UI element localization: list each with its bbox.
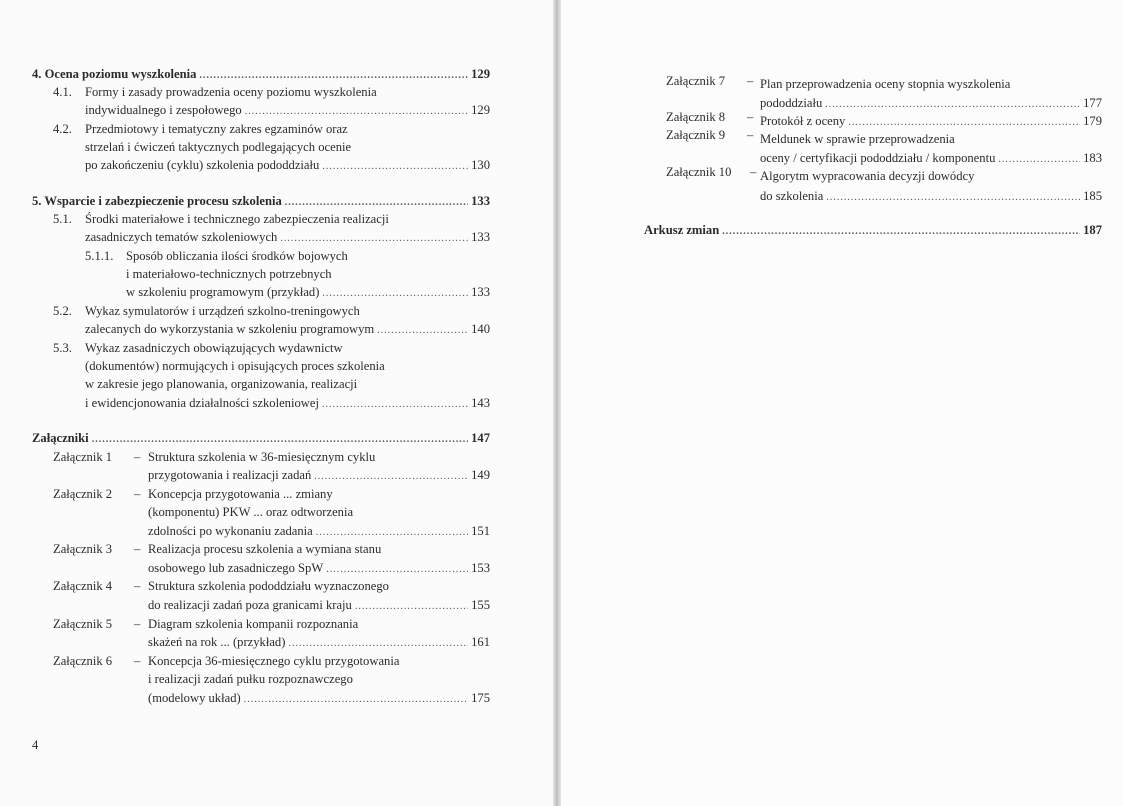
toc-5-3-line3: w zakresie jego planowania, organizowania, realizacji <box>85 377 358 391</box>
zal-7-line1: Plan przeprowadzenia oceny stopnia wyszkolenia <box>760 77 1011 91</box>
zal-7-dash: – <box>747 74 754 88</box>
zal-10-label: Załącznik 10 <box>666 165 732 179</box>
left-page <box>0 0 556 806</box>
zal-4-dash: – <box>134 579 141 593</box>
toc-section-4[interactable] <box>32 66 490 84</box>
toc-arkusz-zmian-page: 187 <box>1083 223 1102 237</box>
toc-zalaczniki-title: Załączniki <box>32 431 89 445</box>
zal-4-line1: Struktura szkolenia pododdziału wyznaczonego <box>148 579 389 593</box>
zal-9-page: 183 <box>1083 151 1102 165</box>
toc-5-1-1-number: 5.1.1. <box>85 249 114 263</box>
toc-section-4-page: 129 <box>471 67 490 81</box>
toc-5-2-number: 5.2. <box>53 304 72 318</box>
zal-10-dash: – <box>750 165 757 179</box>
toc-leader <box>998 152 1080 168</box>
zal-4-label: Załącznik 4 <box>53 579 113 593</box>
toc-5-2[interactable] <box>85 321 490 339</box>
zal-3-label: Załącznik 3 <box>53 542 113 556</box>
toc-leader <box>280 231 468 247</box>
zal-5-line2: skażeń na rok ... (przykład) <box>148 635 286 649</box>
toc-leader <box>825 97 1080 113</box>
zal-1-dash: – <box>134 450 141 464</box>
toc-section-5-page: 133 <box>471 194 490 208</box>
zal-8[interactable] <box>760 113 1102 131</box>
toc-leader <box>288 636 468 652</box>
toc-leader <box>244 692 468 708</box>
toc-4-2[interactable] <box>85 157 490 175</box>
zal-7-page: 177 <box>1083 96 1102 110</box>
zal-10[interactable] <box>760 188 1102 206</box>
toc-4-2-line3: po zakończeniu (cyklu) szkolenia pododdziału <box>85 158 320 172</box>
toc-5-2-line1: Wykaz symulatorów i urządzeń szkolno-treningowych <box>85 304 360 318</box>
toc-5-1-1-line2: i materiałowo-technicznych potrzebnych <box>126 267 332 281</box>
zal-8-page: 179 <box>1083 114 1102 128</box>
zal-7-label: Załącznik 7 <box>666 74 726 88</box>
zal-3-line2: osobowego lub zasadniczego SpW <box>148 561 324 575</box>
zal-1-page: 149 <box>471 468 490 482</box>
zal-9[interactable] <box>760 150 1102 168</box>
zal-3[interactable] <box>148 560 490 578</box>
toc-4-2-number: 4.2. <box>53 122 72 136</box>
toc-leader <box>285 195 468 211</box>
toc-5-1-number: 5.1. <box>53 212 72 226</box>
toc-4-1-page: 129 <box>471 103 490 117</box>
zal-10-line2: do szkolenia <box>760 189 824 203</box>
zal-1-line2: przygotowania i realizacji zadań <box>148 468 312 482</box>
toc-5-1-page: 133 <box>471 230 490 244</box>
zal-6-line2: i realizacji zadań pułku rozpoznawczego <box>148 672 353 686</box>
zal-6-line1: Koncepcja 36-miesięcznego cyklu przygotowania <box>148 654 400 668</box>
zal-2-dash: – <box>134 487 141 501</box>
toc-leader <box>377 323 468 339</box>
zal-7-line2: pododdziału <box>760 96 823 110</box>
zal-3-dash: – <box>134 542 141 556</box>
toc-section-4-title: 4. Ocena poziomu wyszkolenia <box>32 67 197 81</box>
zal-10-line1: Algorytm wypracowania decyzji dowódcy <box>760 169 975 183</box>
zal-9-dash: – <box>747 128 754 142</box>
zal-2[interactable] <box>148 523 490 541</box>
right-page <box>561 0 1123 806</box>
toc-5-3[interactable] <box>85 395 490 413</box>
toc-leader <box>314 469 468 485</box>
zal-5-label: Załącznik 5 <box>53 617 113 631</box>
zal-7[interactable] <box>760 95 1102 113</box>
page-number: 4 <box>32 738 39 752</box>
zal-6-dash: – <box>134 654 141 668</box>
toc-4-2-line1: Przedmiotowy i tematyczny zakres egzaminów oraz <box>85 122 348 136</box>
zal-4-line2: do realizacji zadań poza granicami kraju <box>148 598 352 612</box>
zal-3-line1: Realizacja procesu szkolenia a wymiana stanu <box>148 542 382 556</box>
toc-5-2-page: 140 <box>471 322 490 336</box>
toc-leader <box>316 525 468 541</box>
zal-10-page: 185 <box>1083 189 1102 203</box>
toc-arkusz-zmian[interactable] <box>644 222 1102 240</box>
zal-8-label: Załącznik 8 <box>666 110 726 124</box>
zal-3-page: 153 <box>471 561 490 575</box>
toc-leader <box>199 68 468 84</box>
zal-2-line1: Koncepcja przygotowania ... zmiany <box>148 487 333 501</box>
toc-zalaczniki-page: 147 <box>471 431 490 445</box>
toc-leader <box>326 562 468 578</box>
toc-5-3-line4: i ewidencjonowania działalności szkoleniowej <box>85 396 319 410</box>
toc-leader <box>245 104 468 120</box>
toc-5-3-page: 143 <box>471 396 490 410</box>
zal-2-line3: zdolności po wykonaniu zadania <box>148 524 313 538</box>
toc-4-1-line2: indywidualnego i zespołowego <box>85 103 242 117</box>
zal-4-page: 155 <box>471 598 490 612</box>
zal-1-label: Załącznik 1 <box>53 450 113 464</box>
toc-4-1-line1: Formy i zasady prowadzenia oceny poziomu wyszkolenia <box>85 85 377 99</box>
zal-1-line1: Struktura szkolenia w 36-miesięcznym cyklu <box>148 450 376 464</box>
zal-4[interactable] <box>148 597 490 615</box>
toc-5-3-number: 5.3. <box>53 341 72 355</box>
toc-4-2-page: 130 <box>471 158 490 172</box>
toc-5-1-1[interactable] <box>126 284 490 302</box>
toc-leader <box>355 599 468 615</box>
zal-2-label: Załącznik 2 <box>53 487 113 501</box>
zal-5-page: 161 <box>471 635 490 649</box>
zal-2-page: 151 <box>471 524 490 538</box>
zal-8-dash: – <box>747 110 754 124</box>
zal-1[interactable] <box>148 467 490 485</box>
toc-5-3-line2: (dokumentów) normujących i opisujących proces szkolenia <box>85 359 385 373</box>
toc-4-1-number: 4.1. <box>53 85 72 99</box>
toc-leader <box>322 159 468 175</box>
zal-5-dash: – <box>134 617 141 631</box>
toc-5-1-line1: Środki materiałowe i technicznego zabezpieczenia realizacji <box>85 212 389 226</box>
zal-9-line2: oceny / certyfikacji pododdziału / komponentu <box>760 151 996 165</box>
toc-5-2-line2: zalecanych do wykorzystania w szkoleniu programowym <box>85 322 375 336</box>
zal-5-line1: Diagram szkolenia kompanii rozpoznania <box>148 617 359 631</box>
zal-5[interactable] <box>148 634 490 652</box>
toc-leader <box>322 286 468 302</box>
toc-5-3-line1: Wykaz zasadniczych obowiązujących wydawnictw <box>85 341 343 355</box>
toc-arkusz-zmian-title: Arkusz zmian <box>644 223 720 237</box>
toc-zalaczniki[interactable] <box>32 430 490 448</box>
zal-9-label: Załącznik 9 <box>666 128 726 142</box>
toc-5-1-1-page: 133 <box>471 285 490 299</box>
zal-8-line1: Protokół z oceny <box>760 114 846 128</box>
zal-6[interactable] <box>148 690 490 708</box>
toc-5-1-1-line3: w szkoleniu programowym (przykład) <box>126 285 320 299</box>
toc-leader <box>322 397 468 413</box>
toc-leader <box>92 432 468 448</box>
toc-5-1-1-line1: Sposób obliczania ilości środków bojowych <box>126 249 348 263</box>
toc-leader <box>848 115 1080 131</box>
zal-6-label: Załącznik 6 <box>53 654 113 668</box>
toc-5-1-line2: zasadniczych tematów szkoleniowych <box>85 230 278 244</box>
toc-4-1[interactable] <box>85 102 490 120</box>
zal-9-line1: Meldunek w sprawie przeprowadzenia <box>760 132 955 146</box>
toc-4-2-line2: strzelań i ćwiczeń taktycznych podlegających ocenie <box>85 140 352 154</box>
toc-5-1[interactable] <box>85 229 490 247</box>
toc-section-5[interactable] <box>32 193 490 211</box>
zal-6-line3: (modelowy układ) <box>148 691 241 705</box>
zal-6-page: 175 <box>471 691 490 705</box>
toc-leader <box>722 224 1080 240</box>
toc-section-5-title: 5. Wsparcie i zabezpieczenie procesu szkolenia <box>32 194 282 208</box>
zal-2-line2: (komponentu) PKW ... oraz odtworzenia <box>148 505 354 519</box>
toc-leader <box>826 190 1080 206</box>
